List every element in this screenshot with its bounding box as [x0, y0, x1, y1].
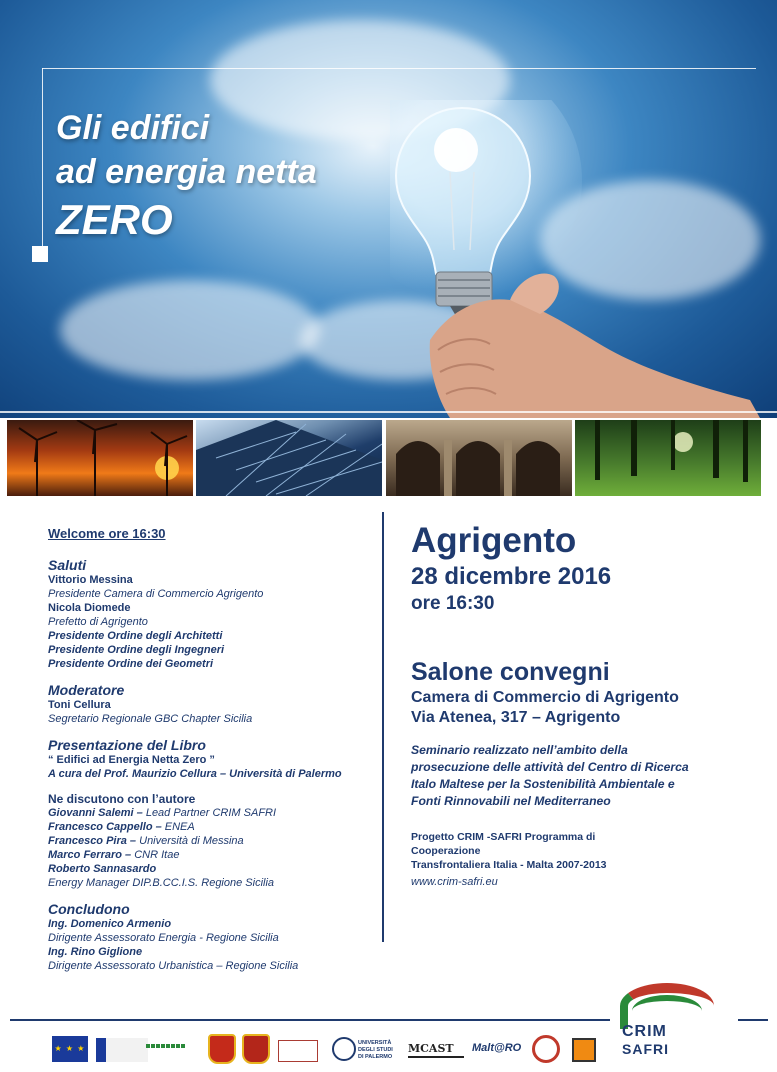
footer-rule-right — [738, 1019, 768, 1021]
crim-logo-text: CRIM — [622, 1023, 667, 1040]
project-line: Progetto CRIM -SAFRI Programma di — [411, 831, 596, 843]
event-time: ore 16:30 — [411, 593, 495, 614]
program-flags-logo — [146, 1044, 200, 1058]
section-discutono — [48, 792, 378, 890]
orange-square-logo — [572, 1038, 596, 1062]
event-address: Via Atenea, 317 – Agrigento — [411, 709, 621, 726]
malta-partner-logo: Malt@RO — [472, 1042, 522, 1054]
section-presentazione — [48, 737, 378, 781]
panelist-name: Giovanni Salemi – — [48, 807, 143, 819]
university-line: DI PALERMO — [358, 1054, 393, 1060]
speaker-name: Ing. Rino Giglione — [48, 946, 143, 958]
seminar-line: Fonti Rinnovabili nel Mediterraneo — [411, 794, 611, 808]
title-line-emphasis: ZERO — [56, 196, 173, 243]
speaker-role: Presidente Ordine dei Geometri — [48, 658, 214, 670]
event-date: 28 dicembre 2016 — [411, 563, 612, 590]
panelist-affiliation: Università di Messina — [136, 835, 244, 847]
photo-solar-panels — [196, 420, 382, 496]
project-line: Cooperazione — [411, 845, 481, 857]
speaker-name: Toni Cellura — [48, 699, 111, 711]
title-line: ad energia netta — [56, 153, 317, 191]
panelist-affiliation: ENEA — [161, 821, 195, 833]
welcome-time: Welcome ore 16:30 — [48, 526, 166, 541]
section-title: Moderatore — [48, 682, 125, 698]
event-venue: Salone convegni — [411, 658, 610, 686]
event-city: Agrigento — [411, 521, 577, 560]
frame-line-left — [42, 68, 43, 248]
seminar-description — [411, 742, 751, 810]
section-saluti — [48, 557, 378, 671]
panelist-row — [48, 806, 378, 820]
panelist-name: Roberto Sannasardo — [48, 863, 157, 875]
region-crest-logo — [208, 1034, 236, 1064]
panelist-name: Marco Ferraro – — [48, 849, 132, 861]
project-info — [411, 830, 751, 872]
chamber-commerce-logo — [278, 1040, 318, 1062]
crim-safri-logo — [614, 983, 718, 1067]
speaker-name: Ing. Domenico Armenio — [48, 918, 172, 930]
university-line: DEGLI STUDI — [358, 1047, 393, 1053]
panelist-row — [48, 834, 378, 848]
province-crest-logo — [242, 1034, 270, 1064]
speaker-name: Vittorio Messina — [48, 574, 133, 586]
panelist-affiliation: CNR Itae — [131, 849, 180, 861]
photo-wind-turbines-sunset — [7, 420, 193, 496]
speaker-role: Presidente Ordine degli Ingegneri — [48, 644, 225, 656]
speaker-role: Segretario Regionale GBC Chapter Sicilia — [48, 713, 253, 725]
event-details-column — [411, 520, 751, 889]
speaker-role: Presidente Ordine degli Architetti — [48, 630, 223, 642]
seminar-line: Seminario realizzato nell’ambito della — [411, 743, 628, 757]
circular-seal-logo — [532, 1035, 560, 1063]
safri-logo-text: SAFRI — [622, 1041, 669, 1057]
section-title: Ne discutono con l’autore — [48, 792, 196, 806]
project-line: Transfrontaliera Italia - Malta 2007-2013 — [411, 859, 607, 871]
panelist-row — [48, 820, 378, 834]
panelist-affiliation: Lead Partner CRIM SAFRI — [142, 807, 277, 819]
section-title: Concludono — [48, 901, 130, 917]
italia-malta-logo — [96, 1038, 148, 1062]
panelist-name: Francesco Pira – — [48, 835, 137, 847]
university-seal-icon — [332, 1037, 356, 1061]
frame-line-top — [42, 68, 756, 69]
speaker-name: Nicola Diomede — [48, 602, 131, 614]
hero-banner — [0, 0, 777, 418]
panelist-row — [48, 848, 378, 862]
lightbulb-hand-illustration — [390, 100, 770, 418]
title-line: Gli edifici — [56, 109, 210, 147]
mcast-logo: MCAST — [408, 1042, 464, 1058]
program-column — [48, 526, 378, 984]
speaker-role: Dirigente Assessorato Energia - Regione Sicilia — [48, 932, 279, 944]
panelist-affiliation: Energy Manager DIP.B.CC.I.S. Regione Sicilia — [48, 877, 275, 889]
decorative-square — [32, 246, 48, 262]
section-title: Presentazione del Libro — [48, 737, 206, 753]
website-link[interactable]: www.crim-safri.eu — [411, 876, 498, 888]
panelist-row — [48, 876, 378, 890]
partner-logos — [52, 1034, 612, 1068]
cloud-shape — [60, 280, 320, 380]
speaker-role: Prefetto di Agrigento — [48, 616, 148, 628]
event-venue-detail: Camera di Commercio di Agrigento — [411, 689, 679, 706]
section-title: Saluti — [48, 557, 87, 573]
speaker-role: Dirigente Assessorato Urbanistica – Regione Sicilia — [48, 960, 299, 972]
speaker-role: Presidente Camera di Commercio Agrigento — [48, 588, 264, 600]
panelist-name: Francesco Cappello – — [48, 821, 162, 833]
book-editor: A cura del Prof. Maurizio Cellura – Università di Palermo — [48, 768, 342, 780]
eu-flag-logo: ★ ★ ★ — [52, 1036, 88, 1062]
university-line: UNIVERSITÀ — [358, 1040, 392, 1046]
hero-bottom-rule — [0, 411, 777, 413]
panelist-row — [48, 862, 378, 876]
page-title — [56, 106, 317, 246]
seminar-line: Italo Maltese per la Sostenibilità Ambientale e — [411, 777, 675, 791]
photo-cloister-arches — [386, 420, 572, 496]
university-logo-text — [358, 1040, 404, 1064]
section-concludono — [48, 901, 378, 973]
column-divider — [382, 512, 384, 942]
photo-green-forest — [575, 420, 761, 496]
book-title: “ Edifici ad Energia Netta Zero ” — [48, 754, 215, 766]
footer-rule-left — [10, 1019, 610, 1021]
seminar-line: prosecuzione delle attività del Centro di Ricerca — [411, 760, 689, 774]
section-moderatore — [48, 682, 378, 726]
